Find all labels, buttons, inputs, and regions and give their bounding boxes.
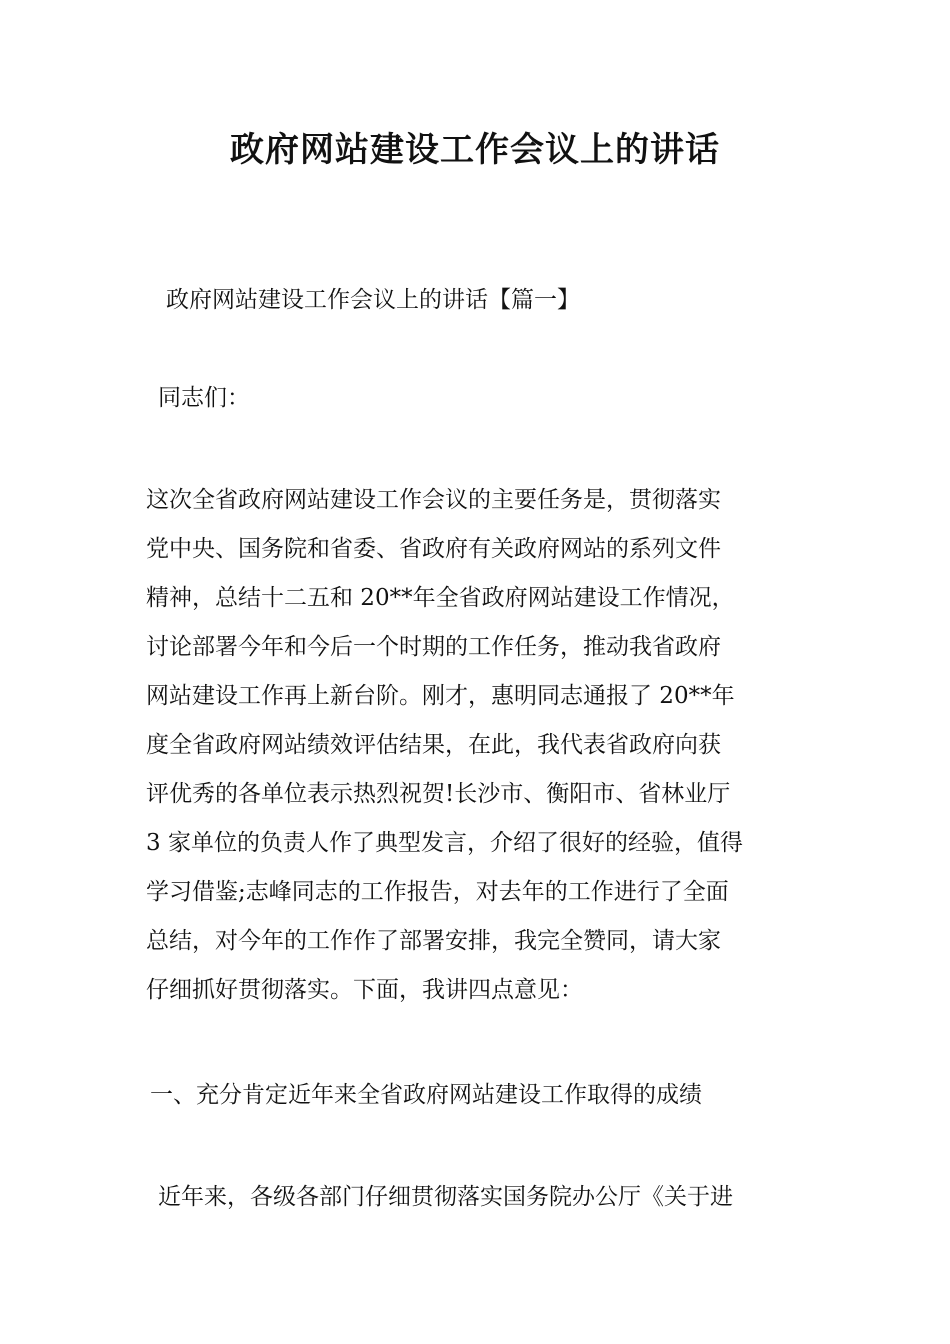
paragraph-line: 党中央、国务院和省委、省政府有关政府网站的系列文件 [146,536,721,562]
document-subtitle: 政府网站建设工作会议上的讲话【篇一】 [166,287,580,313]
paragraph-line: 仔细抓好贯彻落实。下面，我讲四点意见： [146,977,583,1003]
paragraph-line: 讨论部署今年和今后一个时期的工作任务，推动我省政府 [146,634,721,660]
document-title: 政府网站建设工作会议上的讲话 [230,130,720,170]
paragraph-line: 网站建设工作再上新台阶。刚才，惠明同志通报了 20**年 [146,683,735,709]
paragraph-line: 这次全省政府网站建设工作会议的主要任务是，贯彻落实 [146,487,721,513]
paragraph-line: 精神，总结十二五和 20**年全省政府网站建设工作情况， [146,585,735,611]
salutation: 同志们： [158,385,250,411]
paragraph-line: 度全省政府网站绩效评估结果，在此，我代表省政府向获 [146,732,721,758]
section-heading: 一、充分肯定近年来全省政府网站建设工作取得的成绩 [150,1082,702,1108]
paragraph-line: 评优秀的各单位表示热烈祝贺!长沙市、衡阳市、省林业厅 [146,781,731,807]
paragraph-line: 总结，对今年的工作作了部署安排，我完全赞同，请大家 [146,928,721,954]
paragraph-line: 3 家单位的负责人作了典型发言，介绍了很好的经验，值得 [146,830,743,856]
paragraph-2-line: 近年来，各级各部门仔细贯彻落实国务院办公厅《关于进 [158,1184,733,1210]
paragraph-line: 学习借鉴;志峰同志的工作报告，对去年的工作进行了全面 [146,879,729,905]
